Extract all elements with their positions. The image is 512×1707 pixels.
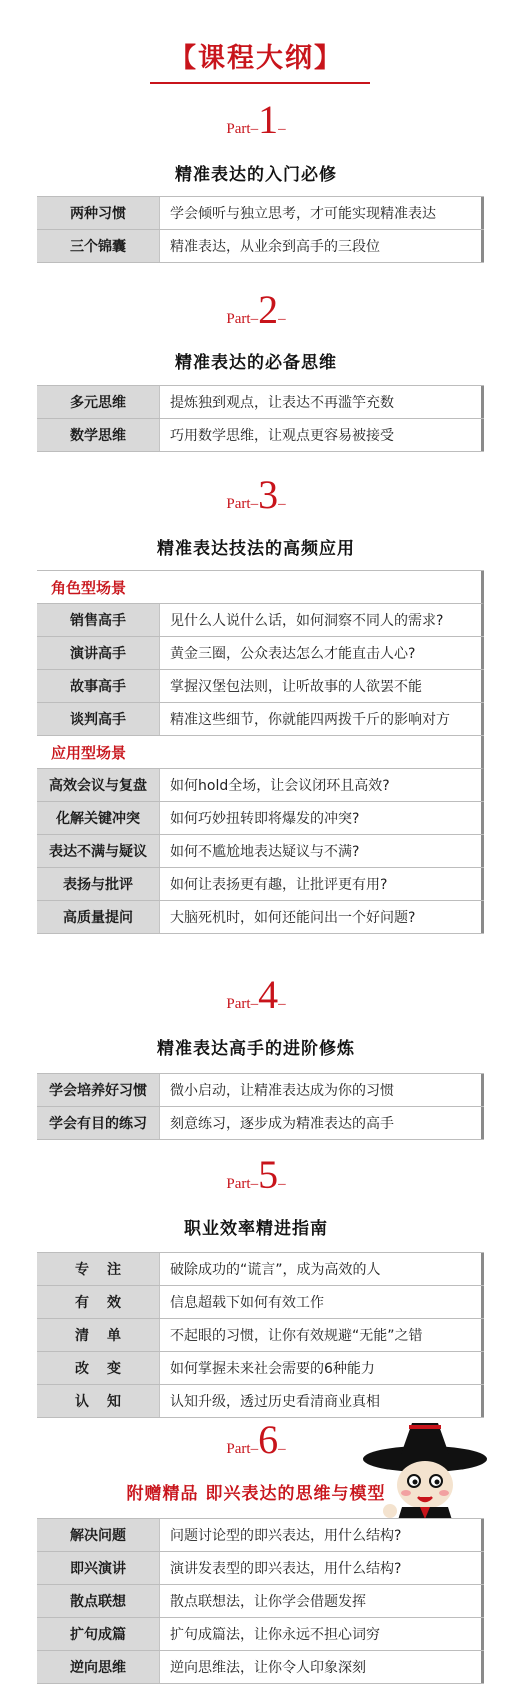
part-word: Part: [226, 311, 251, 327]
row-value: 巧用数学思维，让观点更容易被接受: [160, 419, 484, 451]
part-number: 4: [258, 972, 279, 1017]
table-row: [37, 1651, 484, 1684]
row-key: 三个锦囊: [37, 230, 160, 262]
table-row: [37, 1552, 484, 1585]
part-word: Part: [226, 996, 251, 1012]
part-2-heading: [0, 287, 512, 332]
part-4-heading: [0, 972, 512, 1017]
row-key: 高质量提问: [37, 901, 160, 933]
part-dash: –: [250, 496, 259, 512]
part-dash: –: [250, 121, 259, 137]
table-row: [37, 1385, 484, 1418]
row-value: 刻意练习，逐步成为精准表达的高手: [160, 1107, 484, 1139]
part-1-title: 精准表达的入门必修: [175, 165, 337, 185]
row-key: 学会有目的练习: [37, 1107, 160, 1139]
table-row: [37, 802, 484, 835]
table-row: [37, 901, 484, 934]
part-5-heading: [0, 1152, 512, 1197]
part-word: Part: [226, 121, 251, 137]
mascot-icon: [360, 1415, 490, 1533]
part-dash: –: [278, 1176, 286, 1192]
part-number: 2: [258, 287, 279, 332]
row-key: 有效: [37, 1286, 160, 1318]
group-label-role-scenes: 角色型场景: [37, 571, 484, 604]
row-value: 提炼独到观点，让表达不再滥竽充数: [160, 386, 484, 418]
part-2-table: [37, 385, 484, 452]
part-number: 5: [258, 1152, 279, 1197]
part-dash: –: [250, 1441, 259, 1457]
part-6-title: 附赠精品 即兴表达的思维与模型: [126, 1484, 386, 1504]
table-row: [37, 1253, 484, 1286]
part-dash: –: [278, 496, 286, 512]
row-value: 散点联想法，让你学会借题发挥: [160, 1585, 484, 1617]
part-number: 1: [258, 97, 279, 142]
part-3-table: [37, 570, 484, 934]
row-value: 信息超载下如何有效工作: [160, 1286, 484, 1318]
row-key: 两种习惯: [37, 197, 160, 229]
row-value: 学会倾听与独立思考，才可能实现精准表达: [160, 197, 484, 229]
row-key: 演讲高手: [37, 637, 160, 669]
part-dash: –: [278, 121, 286, 137]
title-underline: [150, 82, 370, 84]
row-value: 黄金三圈，公众表达怎么才能直击人心?: [160, 637, 484, 669]
part-number: 3: [258, 472, 279, 517]
row-key: 改变: [37, 1352, 160, 1384]
part-dash: –: [278, 996, 286, 1012]
row-key: 专注: [37, 1253, 160, 1285]
row-value: 精准这些细节，你就能四两拨千斤的影响对方: [160, 703, 484, 735]
table-row: [37, 1618, 484, 1651]
row-key: 故事高手: [37, 670, 160, 702]
row-key: 散点联想: [37, 1585, 160, 1617]
row-key: 数学思维: [37, 419, 160, 451]
part-dash: –: [250, 996, 259, 1012]
row-value: 微小启动，让精准表达成为你的习惯: [160, 1074, 484, 1106]
part-word: Part: [226, 1441, 251, 1457]
part-3-heading: [0, 472, 512, 517]
row-value: 问题讨论型的即兴表达，用什么结构?: [160, 1519, 484, 1551]
row-value: 掌握汉堡包法则，让听故事的人欲罢不能: [160, 670, 484, 702]
row-key: 谈判高手: [37, 703, 160, 735]
row-key: 扩句成篇: [37, 1618, 160, 1650]
part-dash: –: [250, 1176, 259, 1192]
part-3-title: 精准表达技法的高频应用: [157, 539, 355, 559]
row-value: 如何掌握未来社会需要的6种能力: [160, 1352, 484, 1384]
row-value: 不起眼的习惯，让你有效规避“无能”之错: [160, 1319, 484, 1351]
part-5-table: [37, 1252, 484, 1418]
row-value: 如何巧妙扭转即将爆发的冲突?: [160, 802, 484, 834]
part-2-title: 精准表达的必备思维: [175, 353, 337, 373]
row-value: 扩句成篇法，让你永远不担心词穷: [160, 1618, 484, 1650]
row-key: 清单: [37, 1319, 160, 1351]
table-row: [37, 637, 484, 670]
page-title: 【课程大纲】: [169, 43, 343, 74]
part-1-table: [37, 196, 484, 263]
row-key: 即兴演讲: [37, 1552, 160, 1584]
row-key: 表达不满与疑议: [37, 835, 160, 867]
table-row: [37, 197, 484, 230]
row-key: 多元思维: [37, 386, 160, 418]
part-4-title: 精准表达高手的进阶修炼: [157, 1039, 355, 1059]
row-key: 高效会议与复盘: [37, 769, 160, 801]
table-row: [37, 604, 484, 637]
row-value: 如何hold全场，让会议闭环且高效?: [160, 769, 484, 801]
part-5-title: 职业效率精进指南: [184, 1219, 328, 1239]
table-row: [37, 835, 484, 868]
part-word: Part: [226, 496, 251, 512]
row-value: 如何不尴尬地表达疑议与不满?: [160, 835, 484, 867]
row-key: 销售高手: [37, 604, 160, 636]
row-value: 见什么人说什么话，如何洞察不同人的需求?: [160, 604, 484, 636]
row-key: 认知: [37, 1385, 160, 1417]
row-value: 逆向思维法，让你令人印象深刻: [160, 1651, 484, 1683]
table-row: [37, 1519, 484, 1552]
row-value: 演讲发表型的即兴表达，用什么结构?: [160, 1552, 484, 1584]
table-row: [37, 419, 484, 452]
table-row: [37, 1286, 484, 1319]
row-key: 逆向思维: [37, 1651, 160, 1683]
table-row: [37, 670, 484, 703]
row-value: 如何让表扬更有趣，让批评更有用?: [160, 868, 484, 900]
part-6-table: [37, 1518, 484, 1684]
row-key: 表扬与批评: [37, 868, 160, 900]
part-dash: –: [278, 311, 286, 327]
table-row: [37, 1352, 484, 1385]
row-value: 认知升级，透过历史看清商业真相: [160, 1385, 484, 1417]
table-row: [37, 1074, 484, 1107]
row-value: 破除成功的“谎言”，成为高效的人: [160, 1253, 484, 1285]
table-row: [37, 1319, 484, 1352]
part-number: 6: [258, 1417, 279, 1462]
row-value: 大脑死机时，如何还能问出一个好问题?: [160, 901, 484, 933]
table-row: [37, 703, 484, 736]
table-row: [37, 868, 484, 901]
row-value: 精准表达，从业余到高手的三段位: [160, 230, 484, 262]
part-dash: –: [250, 311, 259, 327]
table-row: [37, 769, 484, 802]
part-4-table: [37, 1073, 484, 1140]
row-key: 化解关键冲突: [37, 802, 160, 834]
part-dash: –: [278, 1441, 286, 1457]
table-row: [37, 230, 484, 263]
part-1-heading: [0, 97, 512, 142]
table-row: [37, 1107, 484, 1140]
row-key: 解决问题: [37, 1519, 160, 1551]
part-word: Part: [226, 1176, 251, 1192]
table-row: [37, 1585, 484, 1618]
row-key: 学会培养好习惯: [37, 1074, 160, 1106]
group-label-application-scenes: 应用型场景: [37, 736, 484, 769]
table-row: [37, 386, 484, 419]
